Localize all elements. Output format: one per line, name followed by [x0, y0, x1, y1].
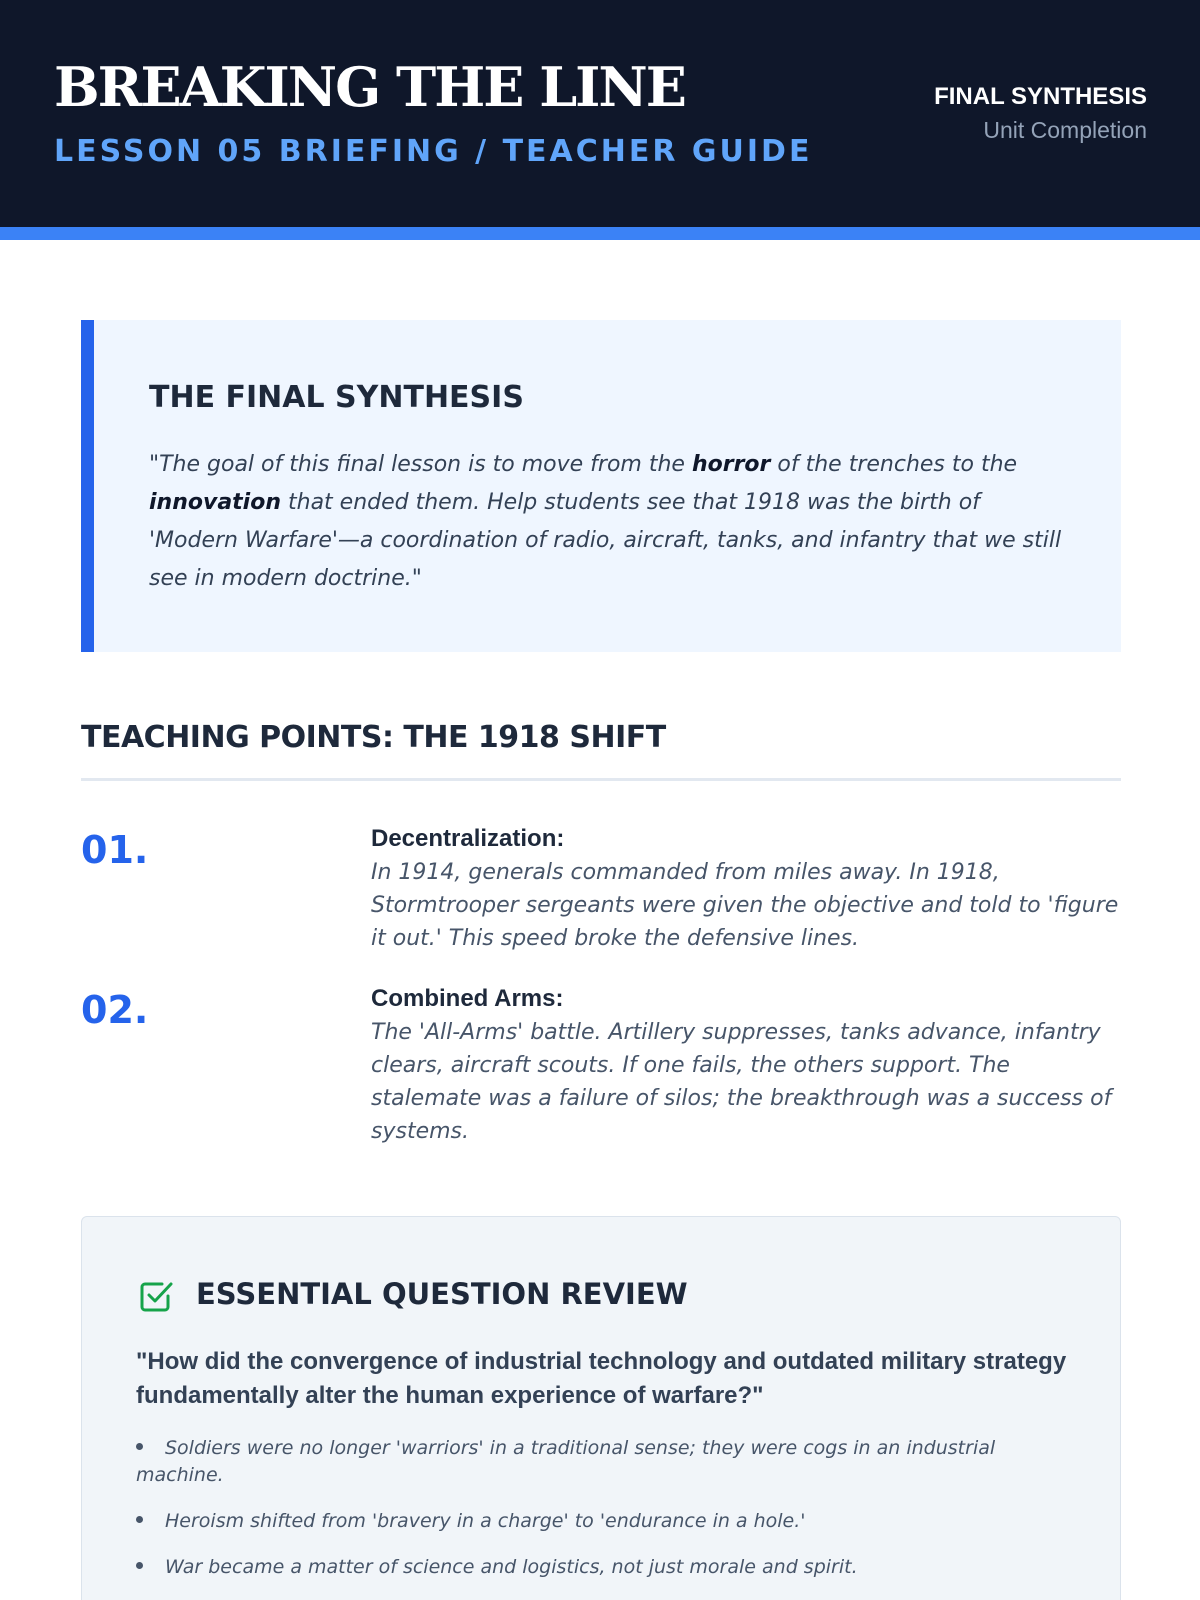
- callout-bold-horror: horror: [691, 452, 771, 477]
- list-item: Heroism shifted from 'bravery in a charge' to 'endurance in a hole.': [136, 1508, 1036, 1535]
- point-number: 01.: [81, 828, 149, 872]
- document-subtitle: LESSON 05 BRIEFING / TEACHER GUIDE: [54, 134, 813, 169]
- point-heading: Combined Arms:: [371, 985, 564, 1012]
- essential-question-title: ESSENTIAL QUESTION REVIEW: [196, 1277, 688, 1311]
- callout-heading: THE FINAL SYNTHESIS: [149, 380, 524, 415]
- point-number: 02.: [81, 988, 149, 1032]
- essential-question-text: "How did the convergence of industrial technology and outdated military strategy fundamentally alter the human experience of warfare?": [136, 1348, 1067, 1409]
- bullet-icon: [136, 1562, 143, 1569]
- bullet-icon: [136, 1443, 143, 1450]
- header-meta-sub: Unit Completion: [983, 117, 1147, 143]
- callout-text: "The goal of this final lesson is to move from the horror of the trenches to the innovation that ended them. Help students see that 1918 was the birth of 'Modern Warfare'—a coordination of radio, aircraft, tanks, and infantry that we still see in modern doctrine.": [149, 452, 1062, 591]
- callout-bold-innovation: innovation: [149, 490, 281, 515]
- header-accent-bar: [0, 227, 1200, 240]
- point-body: [371, 984, 1121, 1148]
- point-description: The 'All-Arms' battle. Artillery suppresses, tanks advance, infantry clears, aircraft scouts. If one fails, the others support. The stalemate was a failure of silos; the breakthrough was a success of systems.: [371, 1020, 1112, 1144]
- list-item: War became a matter of science and logistics, not just morale and spirit.: [136, 1554, 1036, 1581]
- header-meta: [934, 83, 1147, 144]
- header-meta-label: FINAL SYNTHESIS: [934, 83, 1147, 110]
- bullet-icon: [136, 1516, 143, 1523]
- list-item: Soldiers were no longer 'warriors' in a traditional sense; they were cogs in an industrial machine.: [136, 1437, 996, 1486]
- point-body: [371, 824, 1121, 955]
- point-heading: Decentralization:: [371, 825, 565, 852]
- document-title: BREAKING THE LINE: [54, 55, 685, 119]
- teaching-points-title: TEACHING POINTS: THE 1918 SHIFT: [81, 720, 666, 755]
- synthesis-callout: [81, 320, 1121, 652]
- review-bullet-list: [136, 1435, 1036, 1600]
- page-header: [0, 0, 1200, 227]
- checkbox-icon: [138, 1278, 174, 1314]
- point-description: In 1914, generals commanded from miles away. In 1918, Stormtrooper sergeants were given the objective and told to 'figure it out.' This speed broke the defensive lines.: [371, 860, 1119, 951]
- section-divider: [81, 778, 1121, 781]
- essential-question-box: [81, 1216, 1121, 1600]
